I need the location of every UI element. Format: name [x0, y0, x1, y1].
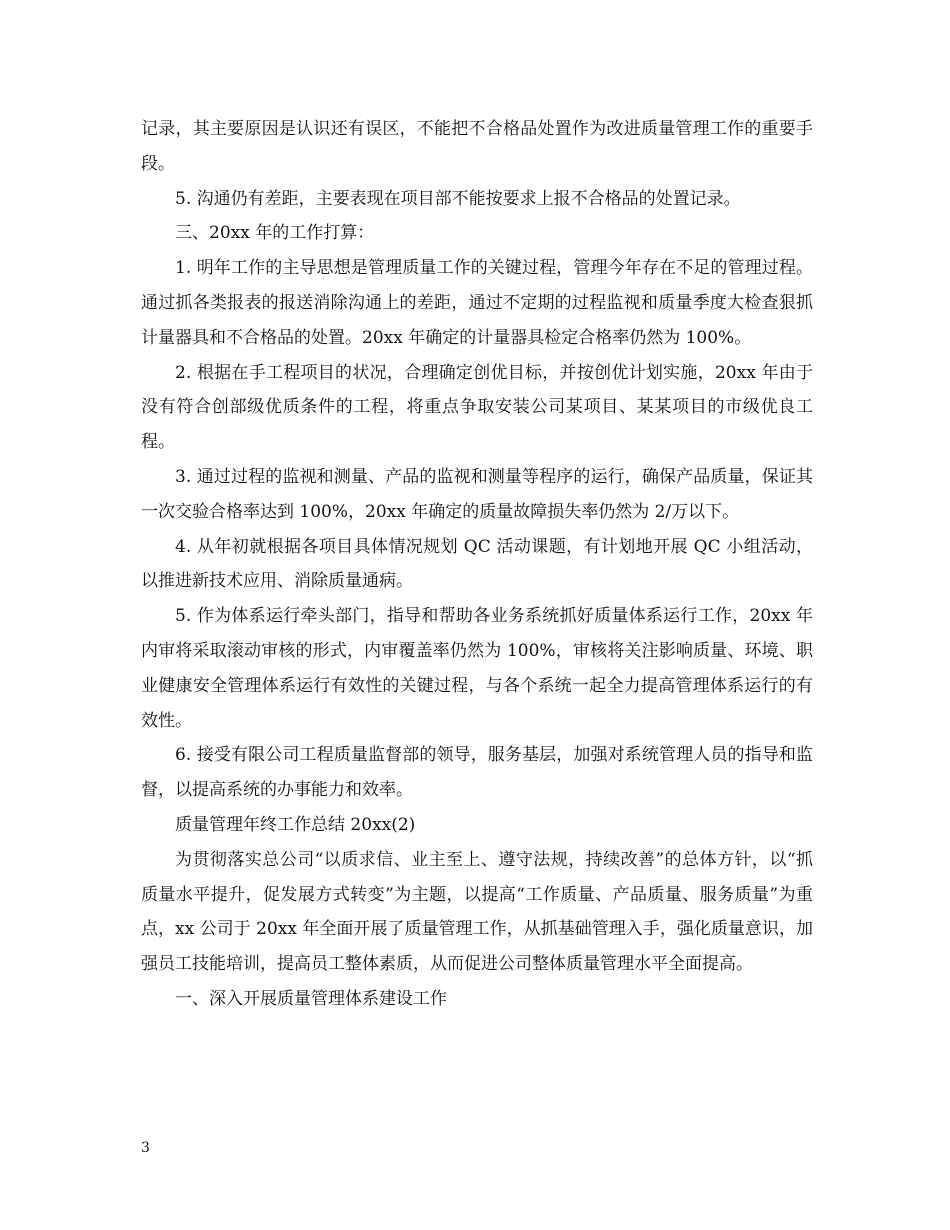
paragraph-plan-item-6: 6. 接受有限公司工程质量监督部的领导，服务基层，加强对系统管理人员的指导和监督，以提高系统的办事能力和效率。 — [141, 745, 813, 801]
paragraph-plan-item-1: 1. 明年工作的主导思想是管理质量工作的关键过程，管理今年存在不足的管理过程。通过抓各类报表的报送消除沟通上的差距，通过不定期的过程监视和质量季度大检查狠抓计量器具和不合格品的处置。20xx 年确定的计量器具检定合格率仍然为 100%。 — [141, 258, 813, 348]
page-number: 3 — [141, 1140, 150, 1156]
document-subtitle: 质量管理年终工作总结 20xx(2) — [175, 814, 416, 835]
paragraph-plan-item-2: 2. 根据在手工程项目的状况，合理确定创优目标，并按创优计划实施，20xx 年由于没有符合创部级优质条件的工程，将重点争取安装公司某项目、某某项目的市级优良工程。 — [141, 362, 813, 453]
paragraph-summary-intro: 为贯彻落实总公司“以质求信、业主至上、遵守法规，持续改善”的总体方针，以“抓质量水平提升，促发展方式转变”为主题，以提高“工作质量、产品质量、服务质量”为重点，xx 公司于 20xx 年全面开展了质量管理工作，从抓基础管理入手，强化质量意识，加强员工技能培训，提高员工整体素质，从而促进公司整体质量管理水平全面提高。 — [141, 849, 813, 975]
paragraph-plan-item-5: 5. 作为体系运行牵头部门，指导和帮助各业务系统抓好质量体系运行工作，20xx 年内审将采取滚动审核的形式，内审覆盖率仍然为 100%，审核将关注影响质量、环境、职业健康安全管理体系运行有效性的关键过程，与各个系统一起全力提高管理体系运行的有效性。 — [141, 606, 813, 731]
paragraph-plan-item-3: 3. 通过过程的监视和测量、产品的监视和测量等程序的运行，确保产品质量，保证其一次交验合格率达到 100%，20xx 年确定的质量故障损失率仍然为 2/万以下。 — [141, 466, 813, 522]
body-text — [141, 112, 813, 1017]
paragraph-continued-record: 记录，其主要原因是认识还有误区，不能把不合格品处置作为改进质量管理工作的重要手段。 — [141, 119, 813, 174]
paragraph-item-5-communication: 5. 沟通仍有差距，主要表现在项目部不能按要求上报不合格品的处置记录。 — [175, 188, 741, 209]
section-heading-work-plan: 三、20xx 年的工作打算： — [175, 223, 375, 244]
paragraph-plan-item-4: 4. 从年初就根据各项目具体情况规划 QC 活动课题，有计划地开展 QC 小组活动，以推进新技术应用、消除质量通病。 — [141, 536, 813, 592]
section-heading-system-building: 一、深入开展质量管理体系建设工作 — [175, 988, 447, 1009]
